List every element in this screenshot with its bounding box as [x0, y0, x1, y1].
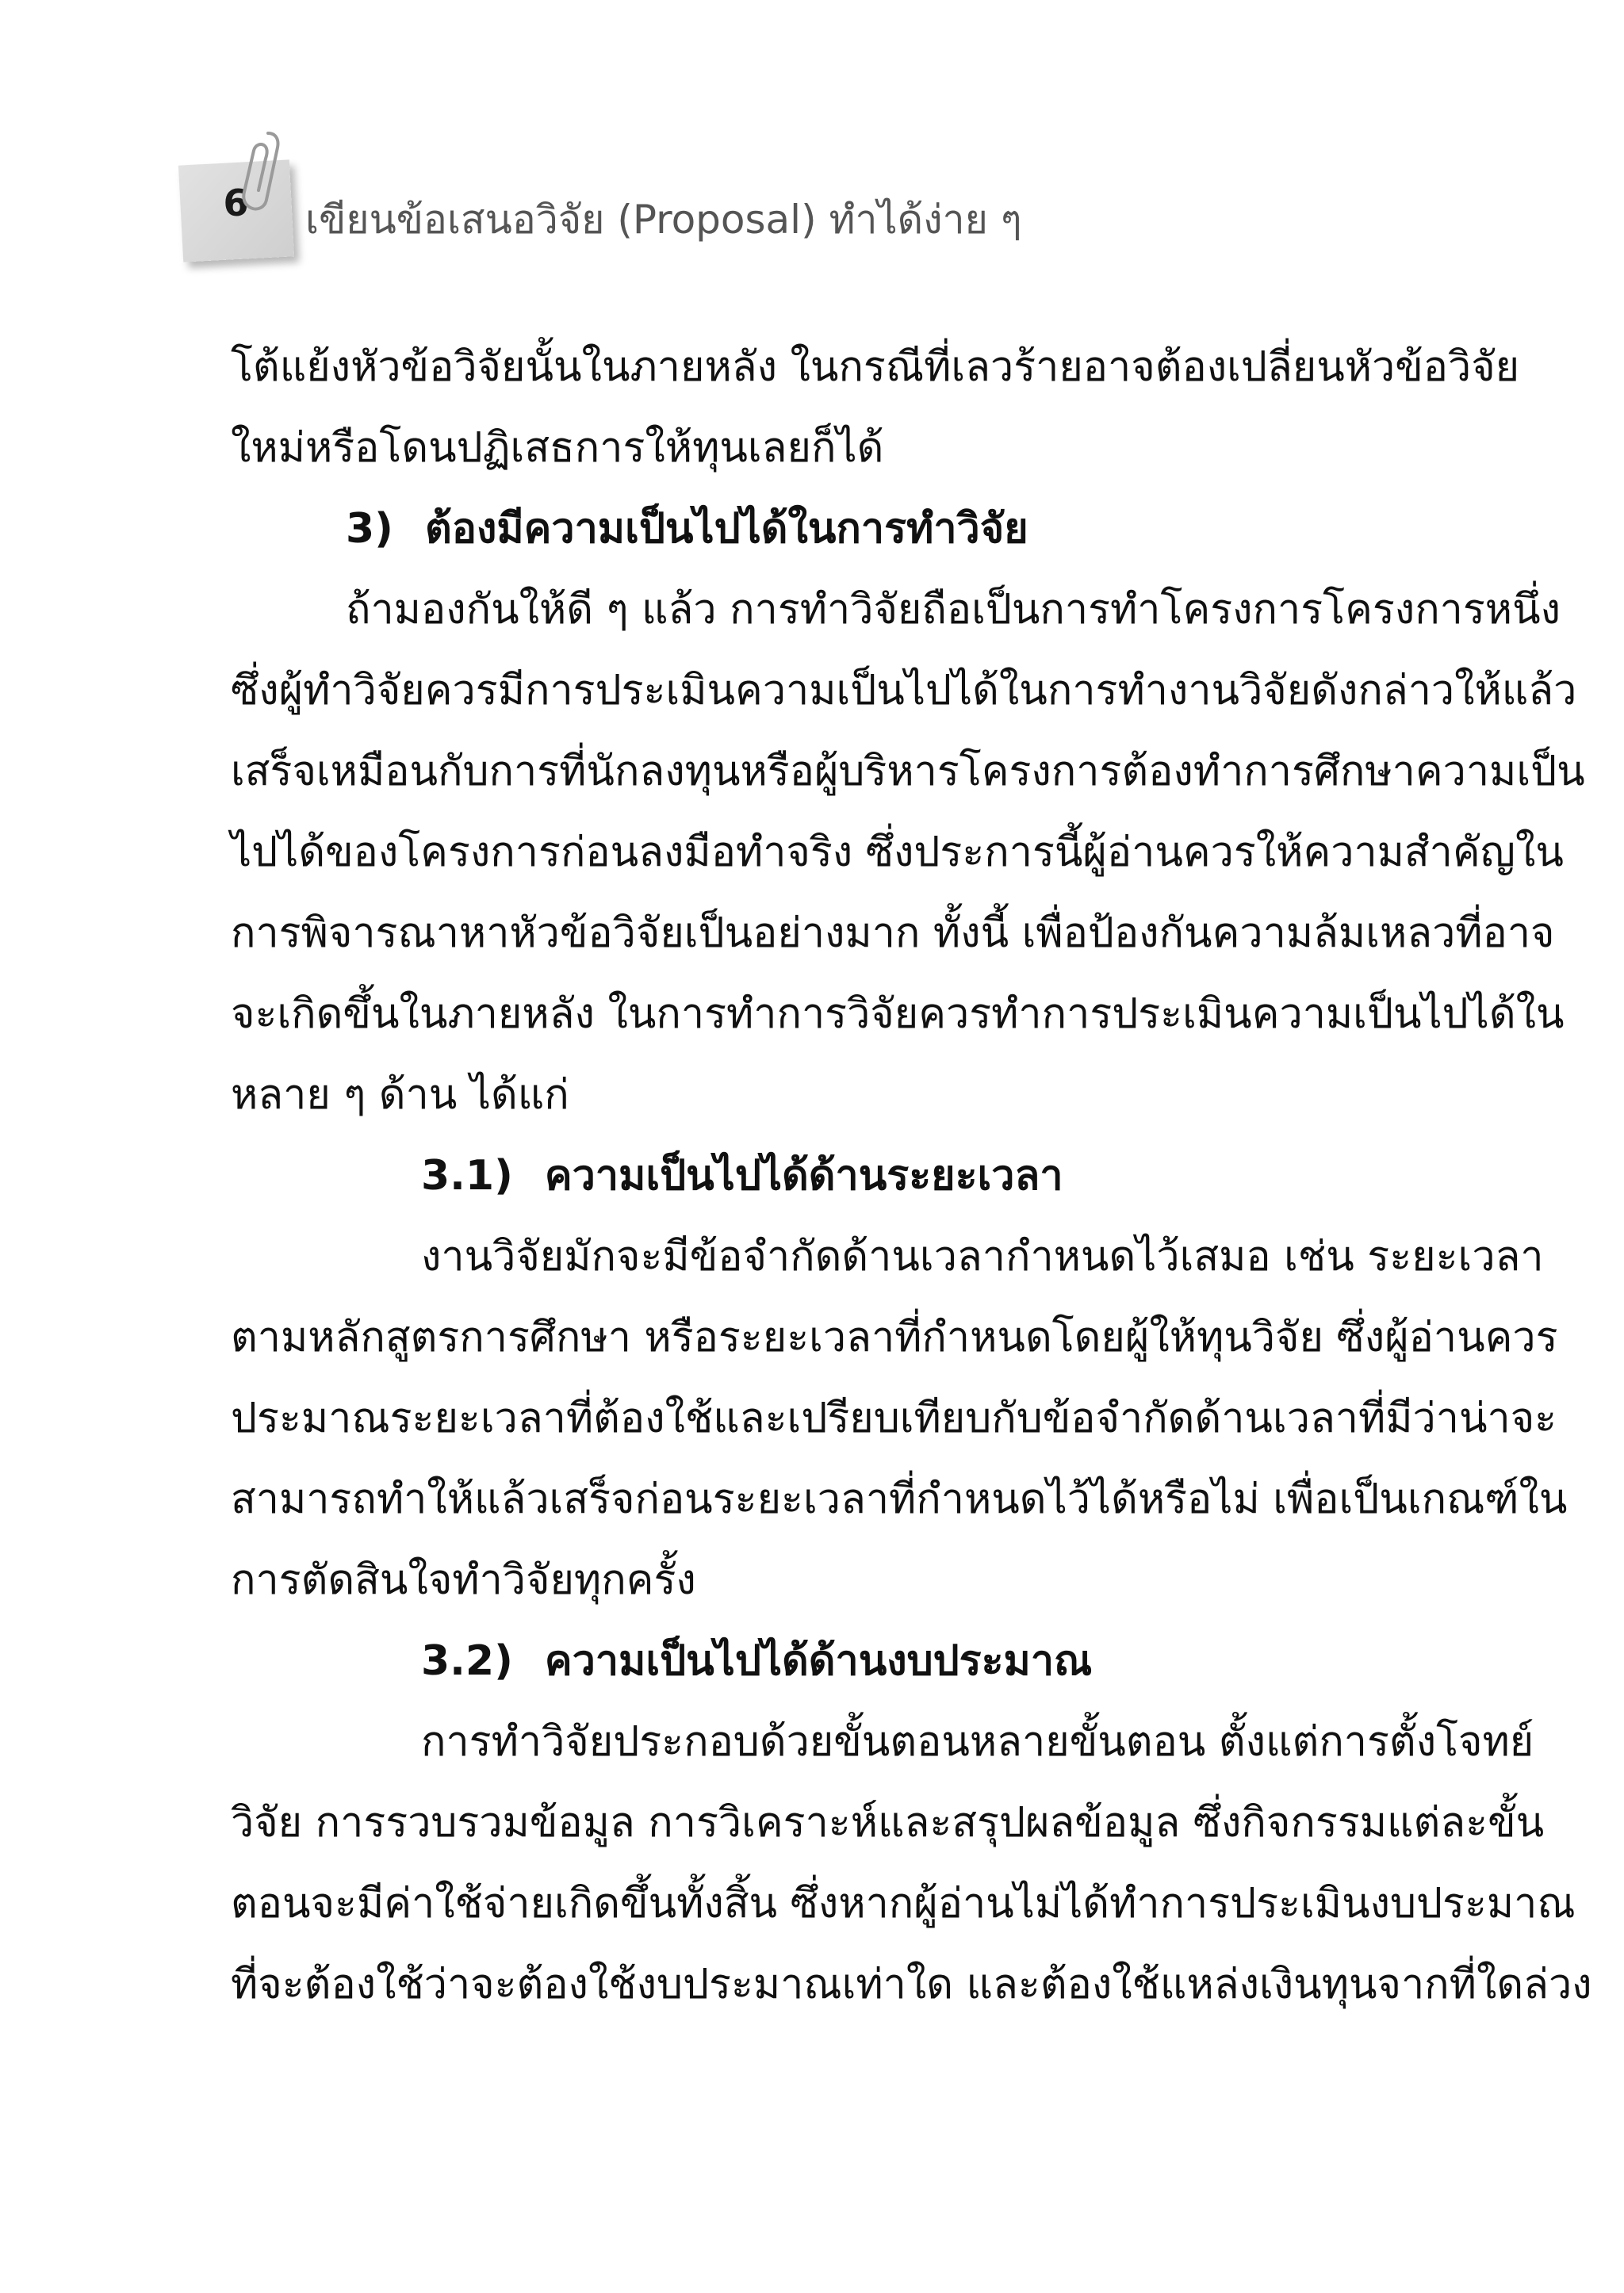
body-line: ไปได้ของโครงการก่อนลงมือทำจริง ซึ่งประการนี้ผู้อ่านควรให้ความสำคัญใน [231, 829, 1564, 876]
page-number: 6 [223, 182, 249, 225]
body-line: ตอนจะมีค่าใช้จ่ายเกิดขึ้นทั้งสิ้น ซึ่งหากผู้อ่านไม่ได้ทำการประเมินงบประมาณ [231, 1880, 1576, 1927]
section-number: 3) [346, 505, 393, 553]
subsection-title: ความเป็นไปได้ด้านระยะเวลา [544, 1152, 1063, 1200]
body-line: ถ้ามองกันให้ดี ๆ แล้ว การทำวิจัยถือเป็นการทำโครงการโครงการหนึ่ง [346, 586, 1561, 634]
section-heading [231, 488, 1388, 569]
subsection-title: ความเป็นไปได้ด้านงบประมาณ [544, 1637, 1093, 1685]
subsection-heading [231, 1135, 1388, 1216]
page-body [231, 327, 1592, 2025]
paperclip-icon [238, 127, 285, 214]
body-line: ตามหลักสูตรการศึกษา หรือระยะเวลาที่กำหนดโดยผู้ให้ทุนวิจัย ซึ่งผู้อ่านควร [231, 1314, 1558, 1361]
subsection-number: 3.1) [421, 1152, 513, 1200]
body-line: การทำวิจัยประกอบด้วยขั้นตอนหลายขั้นตอน ตั้งแต่การตั้งโจทย์ [421, 1718, 1534, 1766]
body-line: จะเกิดขึ้นในภายหลัง ในการทำการวิจัยควรทำการประเมินความเป็นไปได้ใน [231, 990, 1565, 1038]
body-line: เสร็จเหมือนกับการที่นักลงทุนหรือผู้บริหารโครงการต้องทำการศึกษาความเป็น [231, 748, 1585, 795]
body-line: โต้แย้งหัวข้อวิจัยนั้นในภายหลัง ในกรณีที่เลวร้ายอาจต้องเปลี่ยนหัวข้อวิจัย [231, 343, 1520, 391]
body-line: สามารถทำให้แล้วเสร็จก่อนระยะเวลาที่กำหนดไว้ได้หรือไม่ เพื่อเป็นเกณฑ์ใน [231, 1476, 1568, 1523]
running-header [0, 0, 1624, 301]
section-title: ต้องมีความเป็นไปได้ในการทำวิจัย [424, 505, 1028, 553]
body-line: งานวิจัยมักจะมีข้อจำกัดด้านเวลากำหนดไว้เสมอ เช่น ระยะเวลา [421, 1233, 1544, 1280]
body-line: วิจัย การรวบรวมข้อมูล การวิเคราะห์และสรุปผลข้อมูล ซึ่งกิจกรรมแต่ละขั้น [231, 1799, 1545, 1847]
body-line: การพิจารณาหาหัวข้อวิจัยเป็นอย่างมาก ทั้งนี้ เพื่อป้องกันความล้มเหลวที่อาจ [231, 909, 1555, 957]
subsection-heading [231, 1621, 1388, 1702]
body-line: ซึ่งผู้ทำวิจัยควรมีการประเมินความเป็นไปได้ในการทำงานวิจัยดังกล่าวให้แล้ว [231, 667, 1577, 714]
body-line: การตัดสินใจทำวิจัยทุกครั้ง [231, 1556, 696, 1604]
running-title: เขียนข้อเสนอวิจัย (Proposal) ทำได้ง่าย ๆ [305, 197, 1022, 243]
body-line: ที่จะต้องใช้ว่าจะต้องใช้งบประมาณเท่าใด และต้องใช้แหล่งเงินทุนจากที่ใดล่วง [231, 1961, 1592, 2008]
body-line: หลาย ๆ ด้าน ได้แก่ [231, 1071, 569, 1119]
body-line: ใหม่หรือโดนปฏิเสธการให้ทุนเลยก็ได้ [231, 424, 884, 472]
subsection-number: 3.2) [421, 1637, 513, 1685]
body-line: ประมาณระยะเวลาที่ต้องใช้และเปรียบเทียบกับข้อจำกัดด้านเวลาที่มีว่าน่าจะ [231, 1395, 1557, 1442]
